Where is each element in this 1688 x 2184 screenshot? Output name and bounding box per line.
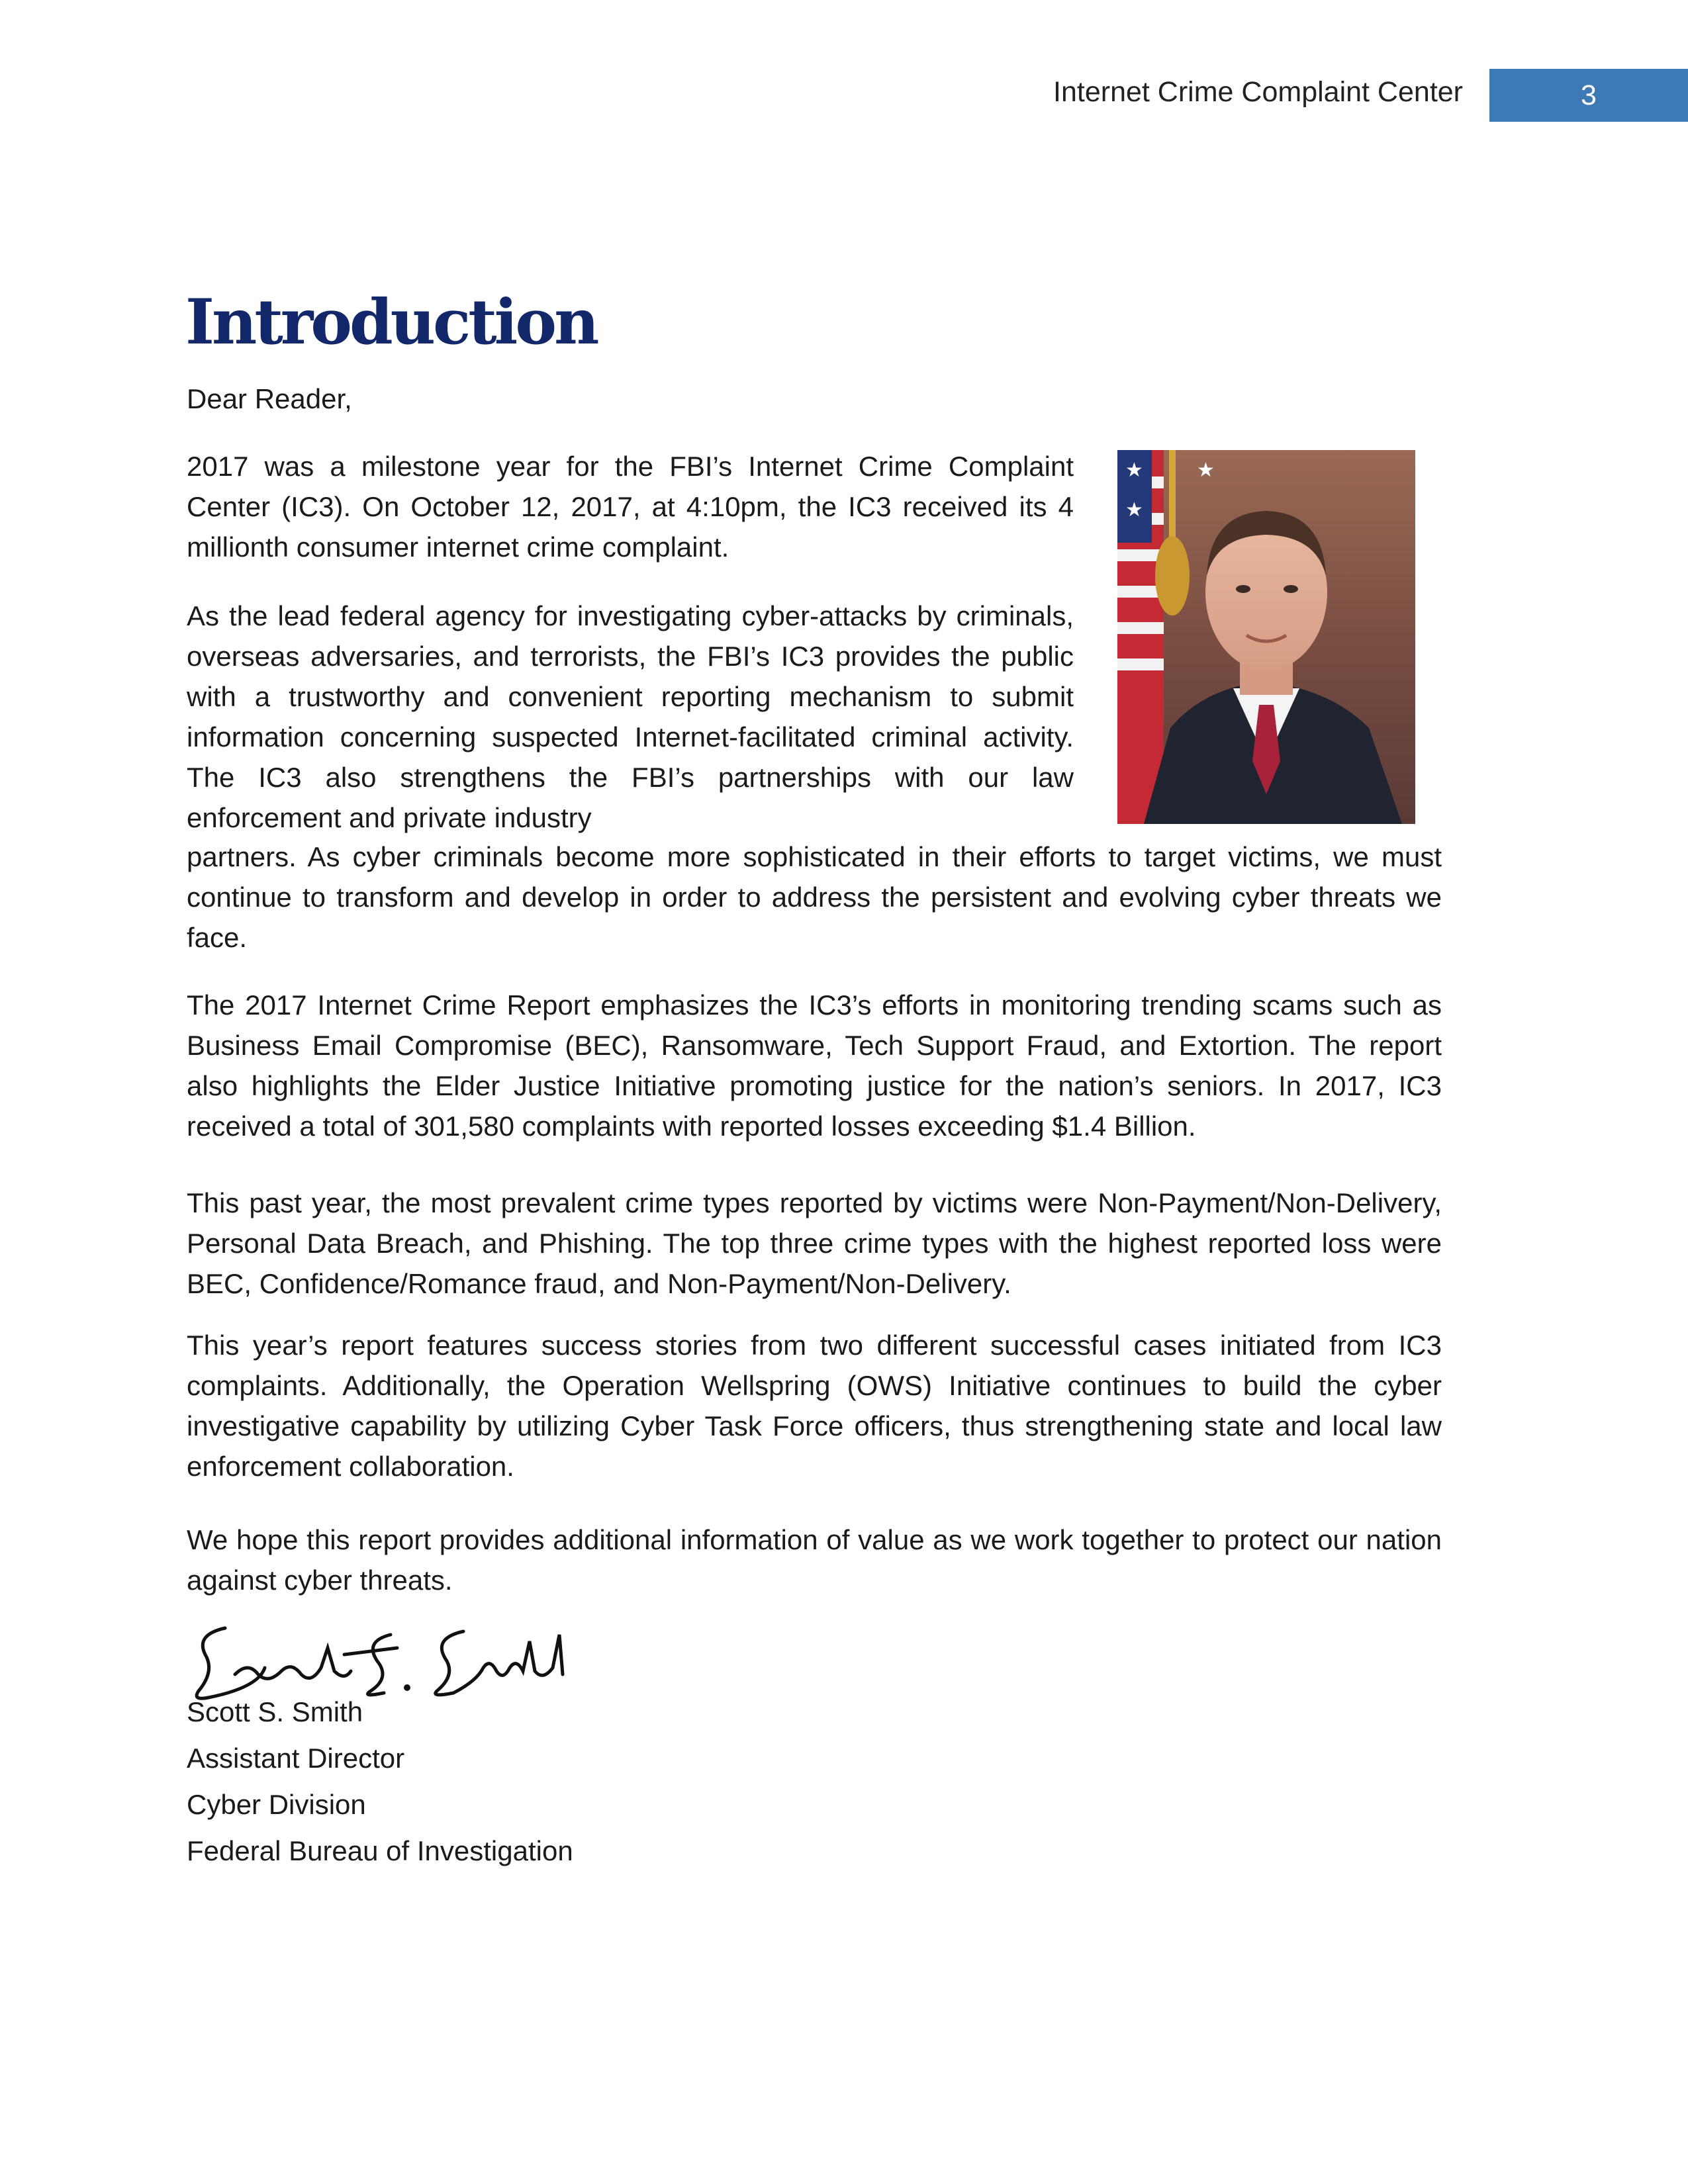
page-number: 3 <box>1489 69 1688 122</box>
paragraph-2-end: partners. As cyber criminals become more sophisticated in their efforts to target victims, we must continue to transform and develop in order to address the persistent and evolving cyber threats we face. <box>187 841 1442 953</box>
signatory-organization: Federal Bureau of Investigation <box>187 1835 573 1866</box>
svg-text:★: ★ <box>1125 498 1143 522</box>
signatory-title: Assistant Director <box>187 1743 405 1774</box>
greeting: Dear Reader, <box>187 383 352 414</box>
portrait-photo <box>1117 450 1415 824</box>
handwritten-signature <box>185 1608 583 1707</box>
running-header-title: Internet Crime Complaint Center <box>1053 76 1463 108</box>
svg-text:★: ★ <box>1125 459 1143 482</box>
portrait-illustration <box>1117 450 1415 824</box>
paragraph-3: The 2017 Internet Crime Report emphasizes the IC3’s efforts in monitoring trending scams such as Business Email Compromise (BEC), Ransomware, Tech Support Fraud, and Extortion. The report also highlights the Elder Justice Initiative promoting justice for the nation’s seniors. In 2017, IC3 received a total of 301,580 complaints with reported losses exceeding $1.4 Billion. <box>187 989 1442 1142</box>
section-heading: Introduction <box>185 286 597 359</box>
paragraph-2-start: As the lead federal agency for investigating cyber-attacks by criminals, overseas adversaries, and terrorists, the FBI’s IC3 provides the public with a trustworthy and convenient reporting mechanism to submit information concerning suspected Internet-facilitated criminal activity. The IC3 also strengthens the FBI’s partnerships with our law enforcement and private industry <box>187 600 1074 833</box>
svg-text:★: ★ <box>1197 459 1215 482</box>
signatory-name: Scott S. Smith <box>187 1696 363 1727</box>
paragraph-6: We hope this report provides additional information of value as we work together to protect our nation against cyber threats. <box>187 1524 1442 1596</box>
paragraph-4: This past year, the most prevalent crime types reported by victims were Non-Payment/Non-Delivery, Personal Data Breach, and Phishing. The top three crime types with the highest reported loss were BEC, Confidence/Romance fraud, and Non-Payment/Non-Delivery. <box>187 1187 1442 1299</box>
signatory-division: Cyber Division <box>187 1789 366 1820</box>
paragraph-1: 2017 was a milestone year for the FBI’s Internet Crime Complaint Center (IC3). On October 12, 2017, at 4:10pm, the IC3 received its 4 millionth consumer internet crime complaint. <box>187 451 1074 563</box>
paragraph-5: This year’s report features success stories from two different successful cases initiated from IC3 complaints. Additionally, the Operation Wellspring (OWS) Initiative continues to build the cyber investigative capability by utilizing Cyber Task Force officers, thus strengthening state and local law enforcement collaboration. <box>187 1330 1442 1482</box>
